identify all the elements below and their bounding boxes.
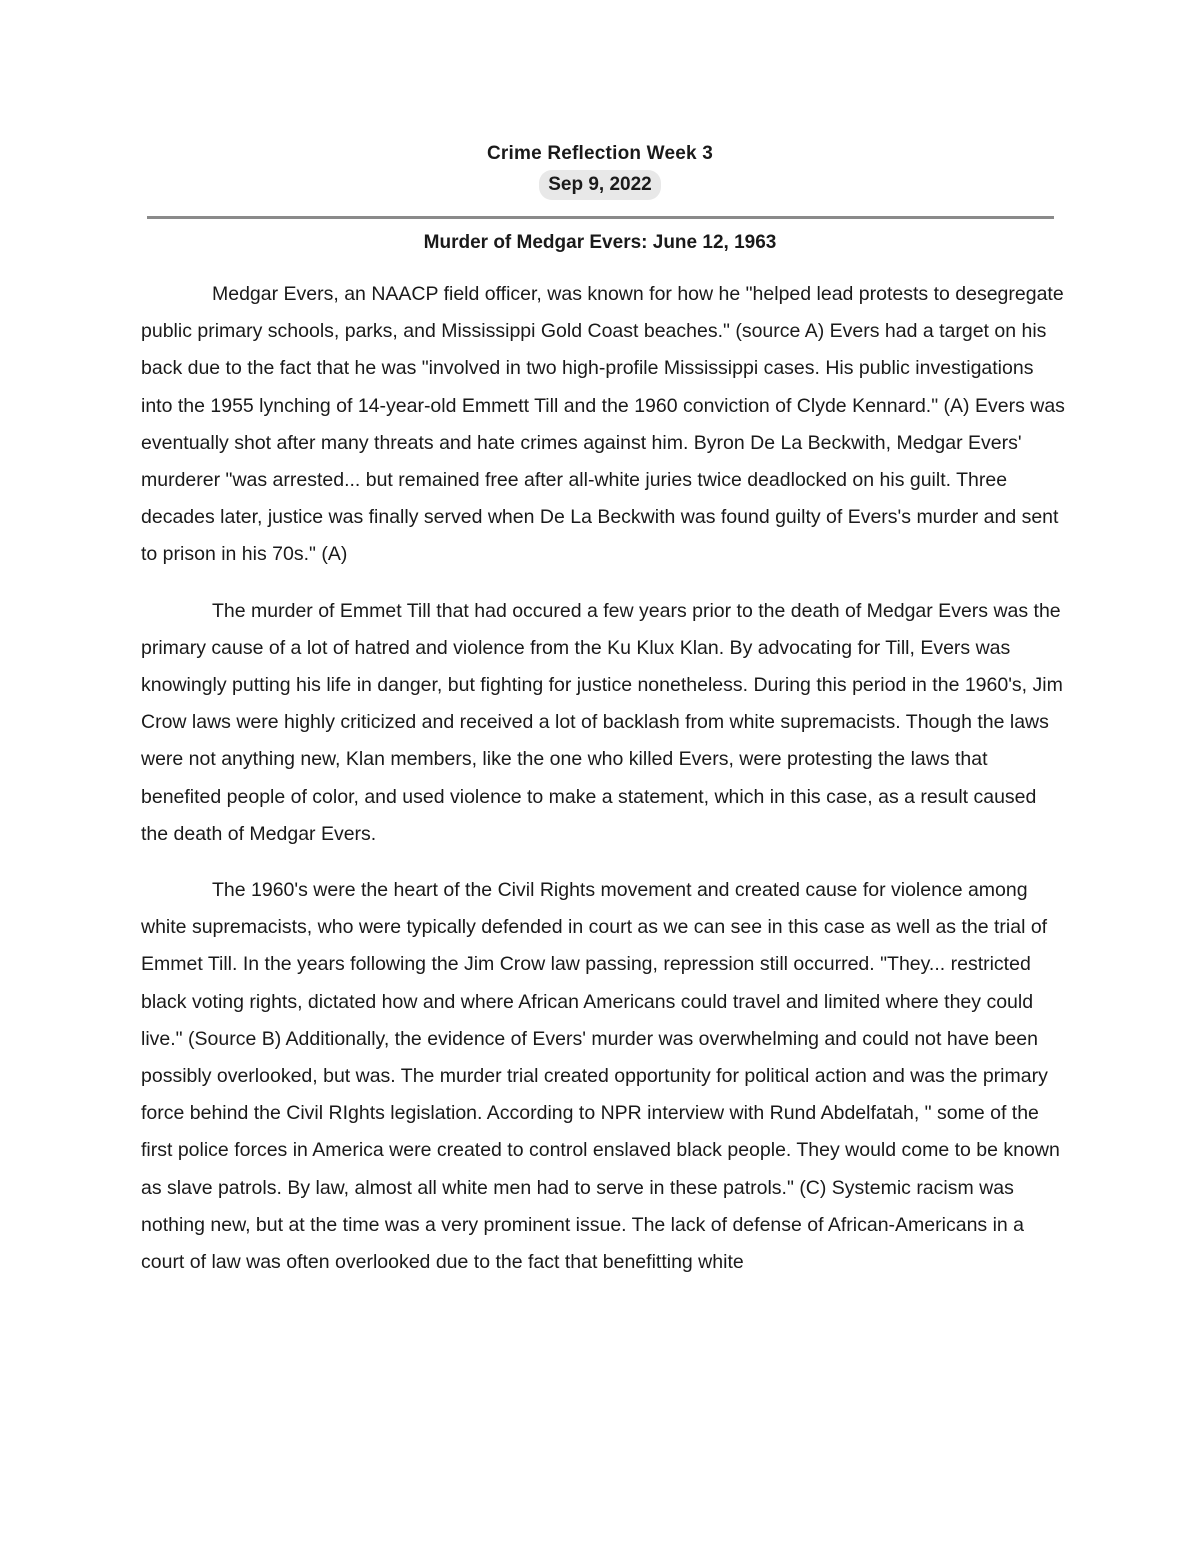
section-heading: Murder of Medgar Evers: June 12, 1963 [423, 232, 777, 253]
date-container [0, 170, 1200, 200]
horizontal-divider [147, 216, 1054, 219]
document-body [141, 276, 1066, 1300]
document-title: Crime Reflection Week 3 [487, 143, 713, 164]
paragraph-3: The 1960's were the heart of the Civil Rights movement and created cause for violence among white supremacists, who were typically defended in court as we can see in this case as well as the trial of Emmet Till. In the years following the Jim Crow law passing, repression still occurred. "They... restricted black voting rights, dictated how and where African Americans could travel and limited where they could live." (Source B) Additionally, the evidence of Evers' murder was overwhelming and could not have been possibly overlooked, but was. The murder trial created opportunity for political action and was the primary force behind the Civil RIghts legislation. According to NPR interview with Rund Abdelfatah, " some of the first police forces in America were created to control enslaved black people. They would come to be known as slave patrols. By law, almost all white men had to serve in these patrols." (C) Systemic racism was nothing new, but at the time was a very prominent issue. The lack of defense of African-Americans in a court of law was often overlooked due to the fact that benefitting white [141, 879, 1060, 1274]
date-chip[interactable]: Sep 9, 2022 [539, 170, 661, 200]
paragraph-1: Medgar Evers, an NAACP field officer, was known for how he "helped lead protests to desegregate public primary schools, parks, and Mississippi Gold Coast beaches." (source A) Evers had a target on his back due to the fact that he was "involved in two high-profile Mississippi cases. His public investigations into the 1955 lynching of 14-year-old Emmett Till and the 1960 conviction of Clyde Kennard." (A) Evers was eventually shot after many threats and hate crimes against him. Byron De La Beckwith, Medgar Evers' murderer "was arrested... but remained free after all-white juries twice deadlocked on his guilt. Three decades later, justice was finally served when De La Beckwith was found guilty of Evers's murder and sent to prison in his 70s." (A) [141, 283, 1065, 566]
paragraph-2: The murder of Emmet Till that had occured a few years prior to the death of Medgar Evers was the primary cause of a lot of hatred and violence from the Ku Klux Klan. By advocating for Till, Evers was knowingly putting his life in danger, but fighting for justice nonetheless. During this period in the 1960's, Jim Crow laws were highly criticized and received a lot of backlash from white supremacists. Though the laws were not anything new, Klan members, like the one who killed Evers, were protesting the laws that benefited people of color, and used violence to make a statement, which in this case, as a result caused the death of Medgar Evers. [141, 599, 1063, 845]
